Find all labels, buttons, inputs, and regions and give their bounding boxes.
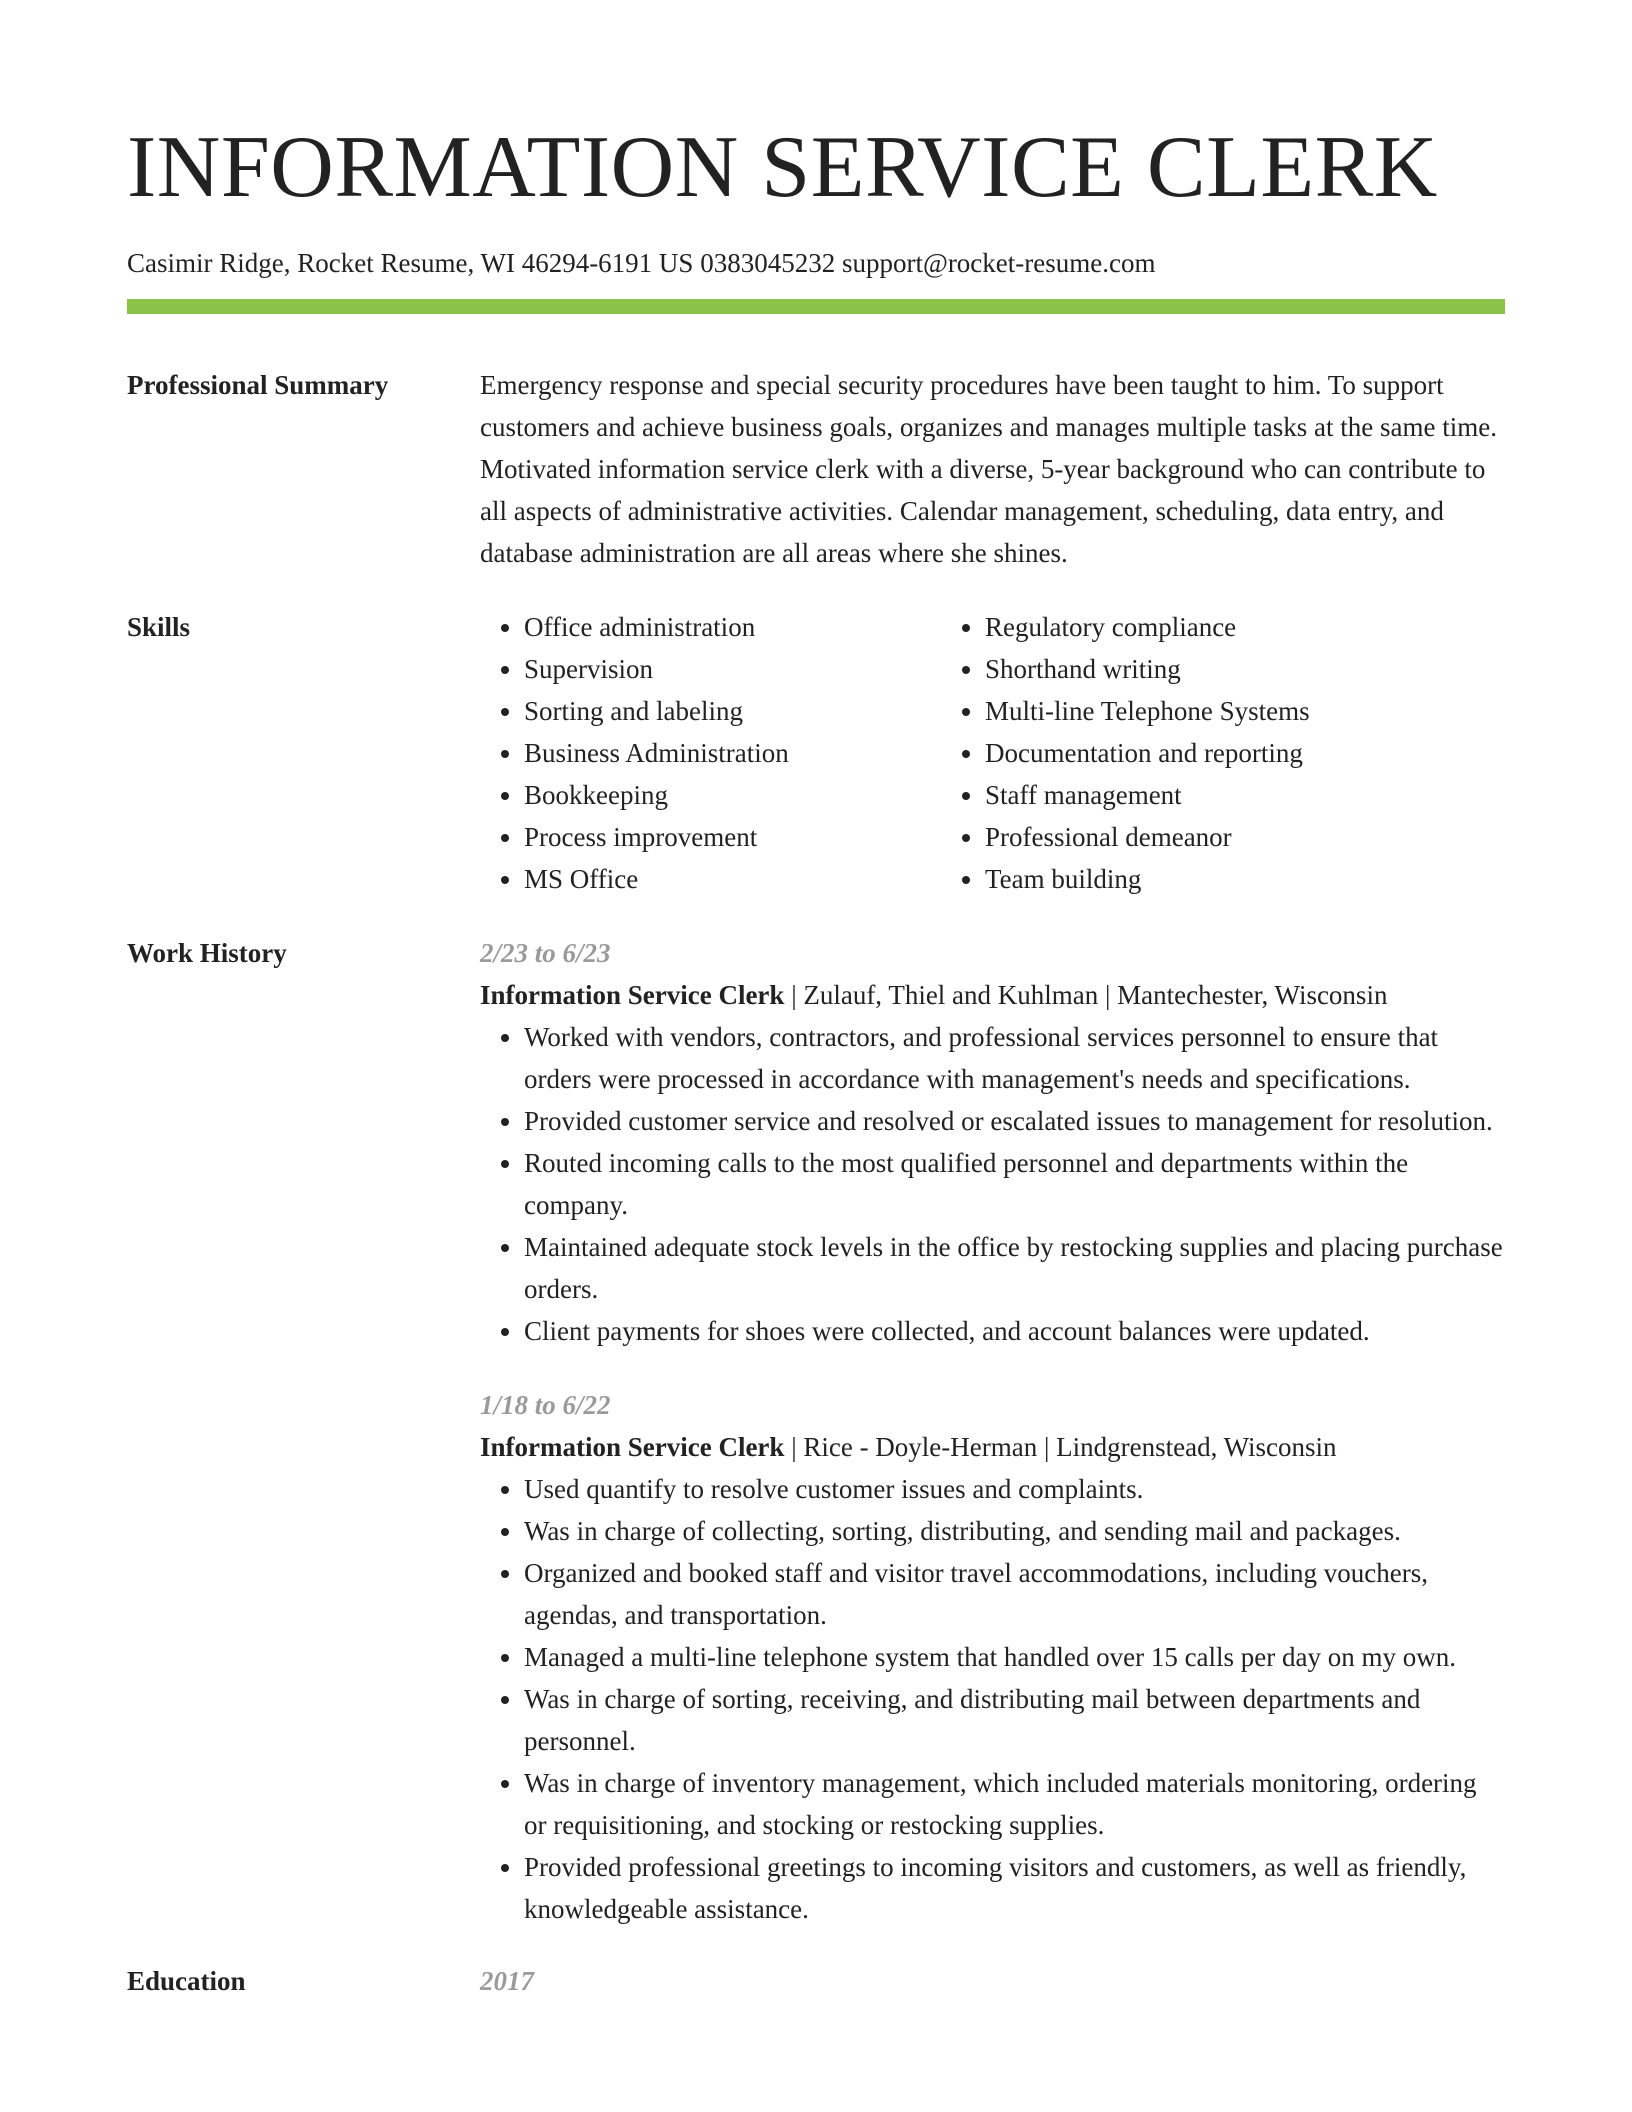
skill-item: • Business Administration — [524, 732, 941, 774]
job-dates: 2/23 to 6/23 — [480, 938, 611, 968]
job-bullets — [480, 1016, 1505, 1352]
summary-section — [127, 364, 1505, 574]
job-bullet: • Organized and booked staff and visitor travel accommodations, including vouchers, agendas, and transportation. — [524, 1552, 1505, 1636]
education-heading: Education — [127, 1966, 246, 1996]
contact-address: Casimir Ridge, Rocket Resume, WI 46294-6191 US — [127, 248, 694, 278]
work-history-section — [127, 932, 1505, 1930]
skills-section — [127, 606, 1505, 900]
summary-text: Emergency response and special security procedures have been taught to him. To support customers and achieve business goals, organizes and manages multiple tasks at the same time. Motivated information service clerk with a diverse, 5-year background who can contribute to all aspects of administrative activities. Calendar management, scheduling, data entry, and database administration are all areas where she shines. — [480, 370, 1497, 568]
summary-heading: Professional Summary — [127, 370, 389, 400]
skill-item: • Documentation and reporting — [985, 732, 1445, 774]
skill-item: • Professional demeanor — [985, 816, 1445, 858]
work-history-heading: Work History — [127, 938, 287, 968]
work-history-body — [480, 932, 1505, 1930]
job-entry — [480, 1384, 1505, 1930]
job-heading — [480, 1426, 1505, 1468]
education-body — [480, 1960, 1505, 2002]
skills-list-left — [480, 606, 941, 900]
skill-item: • Supervision — [524, 648, 941, 690]
job-bullets — [480, 1468, 1505, 1930]
contact-phone: 0383045232 — [700, 248, 836, 278]
skill-item: • Process improvement — [524, 816, 941, 858]
contact-line — [127, 246, 1505, 280]
job-heading — [480, 974, 1505, 1016]
job-bullet: • Maintained adequate stock levels in the office by restocking supplies and placing purchase orders. — [524, 1226, 1505, 1310]
job-title: Information Service Clerk — [480, 1432, 785, 1462]
skill-item: • Regulatory compliance — [985, 606, 1445, 648]
job-employer-location: | Rice - Doyle-Herman | Lindgrenstead, Wisconsin — [784, 1432, 1337, 1462]
skill-item: • Bookkeeping — [524, 774, 941, 816]
skill-item: • Shorthand writing — [985, 648, 1445, 690]
job-title: Information Service Clerk — [480, 980, 785, 1010]
job-entry — [480, 932, 1505, 1352]
skills-body — [480, 606, 1505, 900]
job-bullet: • Was in charge of collecting, sorting, distributing, and sending mail and packages. — [524, 1510, 1505, 1552]
job-bullet: • Was in charge of sorting, receiving, and distributing mail between departments and personnel. — [524, 1678, 1505, 1762]
header-divider — [127, 299, 1505, 314]
skill-item: • Staff management — [985, 774, 1445, 816]
skill-item: • Office administration — [524, 606, 941, 648]
job-bullet: • Routed incoming calls to the most qualified personnel and departments within the company. — [524, 1142, 1505, 1226]
job-bullet: • Was in charge of inventory management, which included materials monitoring, ordering or requisitioning, and stocking or restocking supplies. — [524, 1762, 1505, 1846]
job-dates: 1/18 to 6/22 — [480, 1390, 611, 1420]
education-year: 2017 — [480, 1966, 534, 1996]
contact-email: support@rocket-resume.com — [841, 248, 1156, 278]
job-employer-location: | Zulauf, Thiel and Kuhlman | Mantechester, Wisconsin — [784, 980, 1388, 1010]
skills-list-right — [941, 606, 1445, 900]
job-bullet: • Used quantify to resolve customer issues and complaints. — [524, 1468, 1505, 1510]
skill-item: • MS Office — [524, 858, 941, 900]
skill-item: • Sorting and labeling — [524, 690, 941, 732]
skills-columns — [480, 606, 1505, 900]
job-bullet: • Provided customer service and resolved or escalated issues to management for resolution. — [524, 1100, 1505, 1142]
skill-item: • Multi-line Telephone Systems — [985, 690, 1445, 732]
education-section — [127, 1960, 1505, 2002]
resume-title: INFORMATION SERVICE CLERK — [127, 119, 1438, 216]
job-bullet: • Worked with vendors, contractors, and professional services personnel to ensure that orders were processed in accordance with management's needs and specifications. — [524, 1016, 1505, 1100]
skills-heading: Skills — [127, 612, 191, 642]
skill-item: • Team building — [985, 858, 1445, 900]
job-bullet: • Client payments for shoes were collected, and account balances were updated. — [524, 1310, 1505, 1352]
job-bullet: • Managed a multi-line telephone system that handled over 15 calls per day on my own. — [524, 1636, 1505, 1678]
job-bullet: • Provided professional greetings to incoming visitors and customers, as well as friendly, knowledgeable assistance. — [524, 1846, 1505, 1930]
